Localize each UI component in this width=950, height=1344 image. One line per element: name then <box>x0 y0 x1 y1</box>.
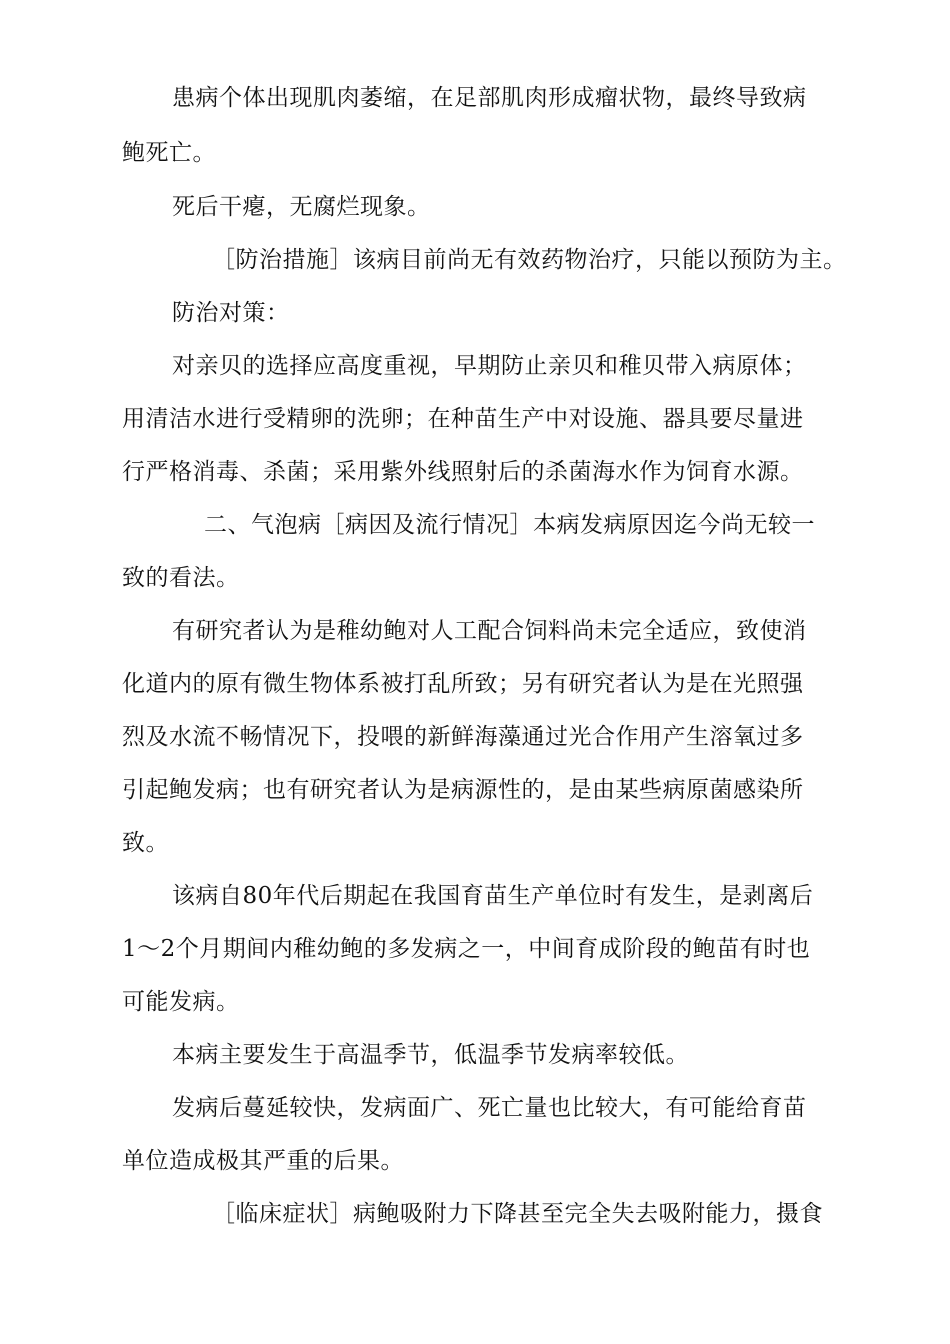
text-line: 该病自80年代后期起在我国育苗生产单位时有发生，是剥离后 <box>172 883 814 909</box>
text-line: 行严格消毒、杀菌；采用紫外线照射后的杀菌海水作为饲育水源。 <box>122 459 804 485</box>
text-line: 引起鲍发病；也有研究者认为是病源性的，是由某些病原菌感染所 <box>122 777 804 803</box>
text-line: 患病个体出现肌肉萎缩，在足部肌肉形成瘤状物，最终导致病 <box>172 85 807 111</box>
text-line: 有研究者认为是稚幼鲍对人工配合饲料尚未完全适应，致使消 <box>172 618 807 644</box>
section-heading-bubble-disease: 二、气泡病［病因及流行情况］本病发病原因迄今尚无较一 <box>204 512 815 538</box>
text-line: 本病主要发生于高温季节，低温季节发病率较低。 <box>172 1042 689 1068</box>
text-line: 发病后蔓延较快，发病面广、死亡量也比较大，有可能给育苗 <box>172 1095 807 1121</box>
text-line: 死后干瘪，无腐烂现象。 <box>172 194 431 220</box>
text-line: 烈及水流不畅情况下，投喂的新鲜海藻通过光合作用产生溶氧过多 <box>122 724 804 750</box>
section-heading-symptoms: ［临床症状］病鲍吸附力下降甚至完全失去吸附能力，摄食 <box>212 1201 823 1227</box>
text-line: 1〜2个月期间内稚幼鲍的多发病之一，中间育成阶段的鲍苗有时也 <box>122 936 811 962</box>
text-line: 致的看法。 <box>122 565 240 591</box>
text-line: 对亲贝的选择应高度重视，早期防止亲贝和稚贝带入病原体； <box>172 353 807 379</box>
text-line: 可能发病。 <box>122 989 240 1015</box>
text-line: 用清洁水进行受精卵的洗卵；在种苗生产中对设施、器具要尽量进 <box>122 406 804 432</box>
text-line: 单位造成极其严重的后果。 <box>122 1148 404 1174</box>
text-line: 致。 <box>122 830 169 856</box>
text-line: 化道内的原有微生物体系被打乱所致；另有研究者认为是在光照强 <box>122 671 804 697</box>
text-line: 鲍死亡。 <box>122 140 216 166</box>
section-heading-prevention: ［防治措施］该病目前尚无有效药物治疗，只能以预防为主。 <box>212 247 847 273</box>
text-line: 防治对策： <box>172 300 290 326</box>
